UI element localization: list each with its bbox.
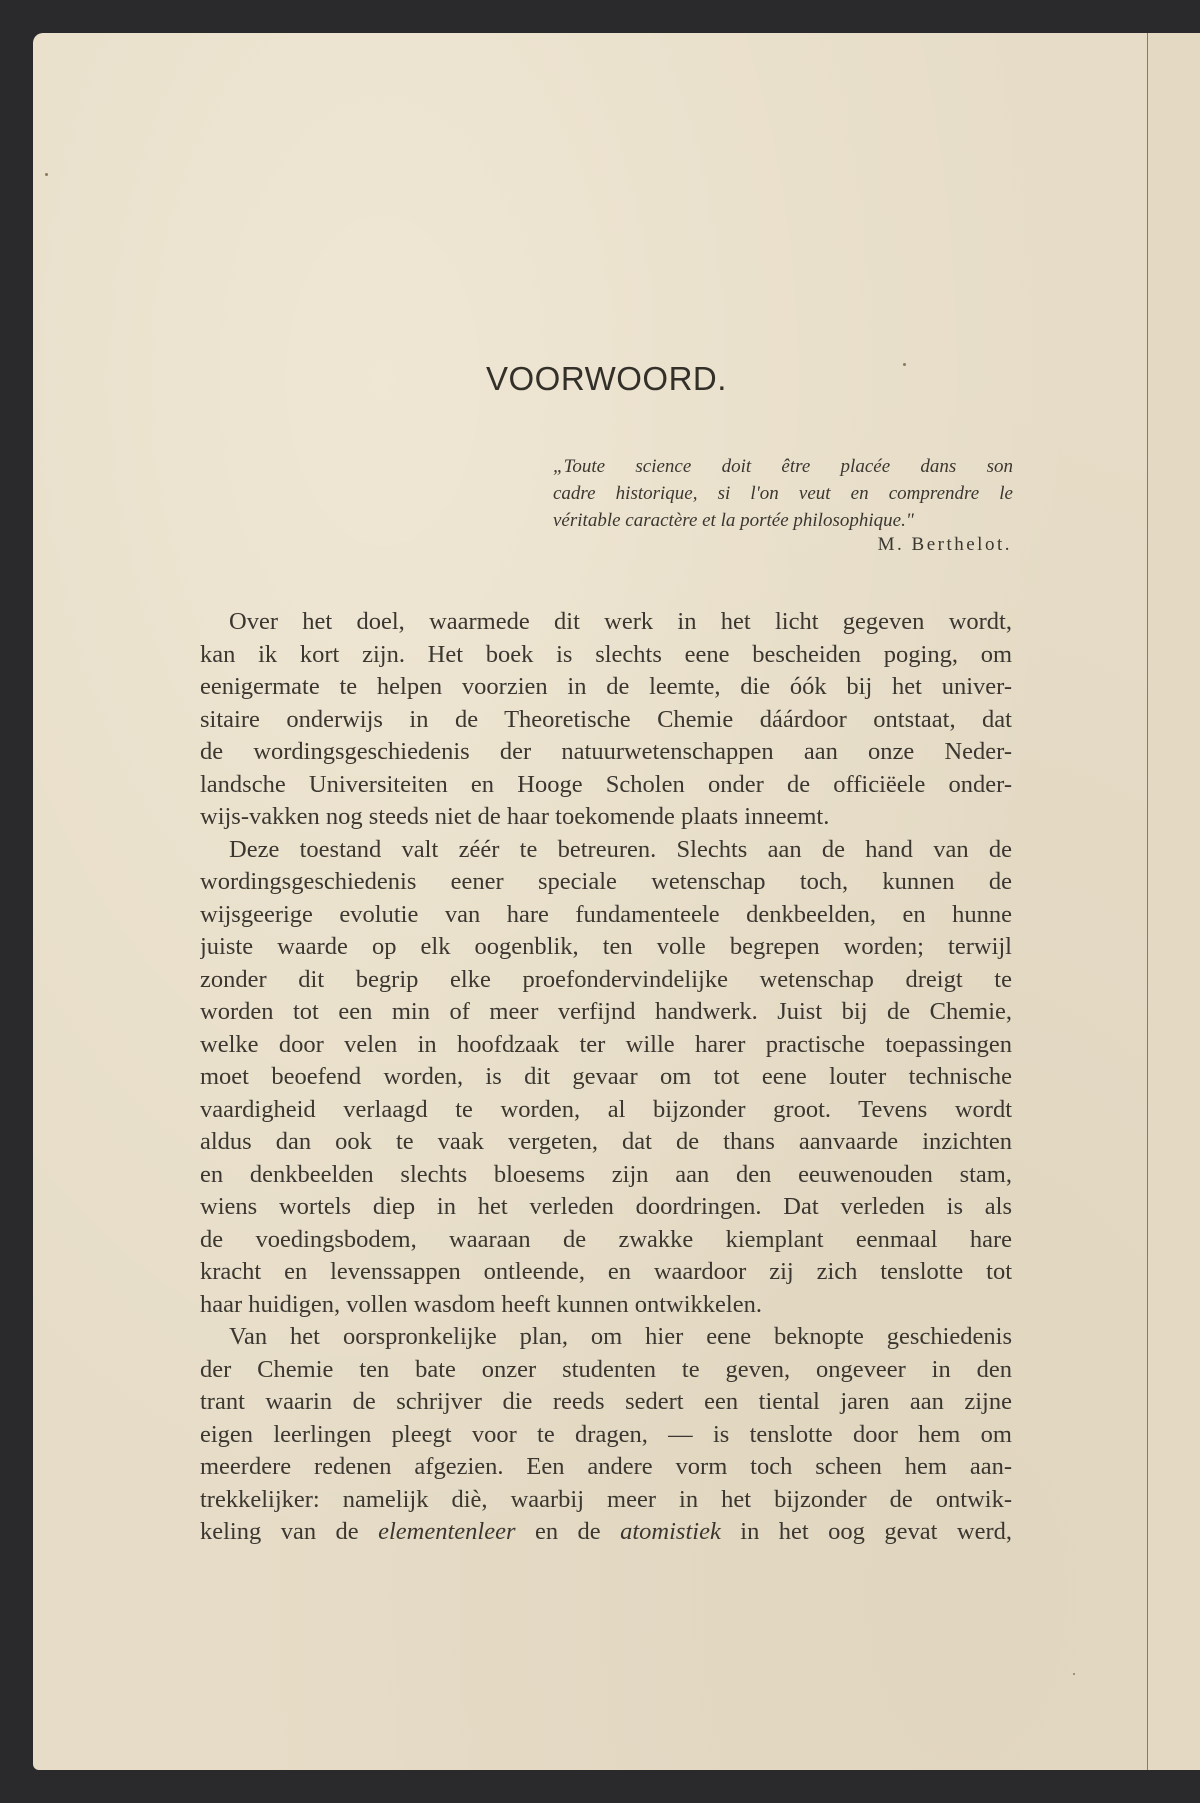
text-line: haar huidigen, vollen wasdom heeft kunnen ontwikkelen.	[200, 1290, 762, 1318]
text-line: sitaire onderwijs in de Theoretische Chemie dáárdoor ontstaat, dat	[200, 705, 1012, 733]
text-line: Van het oorspronkelijke plan, om hier eene beknopte geschiedenis	[229, 1323, 1012, 1350]
text-line: worden tot een min of meer verfijnd handwerk. Juist bij de Chemie,	[200, 998, 1012, 1025]
text-line: wijs-vakken nog steeds niet de haar toekomende plaats inneemt.	[200, 803, 830, 830]
text-fragment: keling van de	[200, 1518, 379, 1545]
text-line: eenigermate te helpen voorzien in de leemte, die óók bij het univer-	[200, 673, 1012, 700]
emphasis-atomistiek: atomistiek	[620, 1518, 721, 1545]
text-line: der Chemie ten bate onzer studenten te geven, ongeveer in den	[200, 1355, 1012, 1383]
page-title: VOORWOORD.	[486, 360, 727, 397]
epigraph-quote	[553, 453, 1013, 534]
text-line: wiens wortels diep in het verleden doordringen. Dat verleden is als	[200, 1193, 1012, 1220]
text-line: de wordingsgeschiedenis der natuurwetenschappen aan onze Neder-	[200, 738, 1012, 765]
text-line: aldus dan ook te vaak vergeten, dat de thans aanvaarde inzichten	[200, 1128, 1012, 1155]
text-line: zonder dit begrip elke proefondervindelijke wetenschap dreigt te	[200, 965, 1012, 993]
body-text	[200, 606, 1012, 1549]
emphasis-elementenleer: elementenleer	[378, 1518, 516, 1545]
epigraph-line: véritable caractère et la portée philosophique."	[553, 510, 914, 531]
text-line: meerdere redenen afgezien. Een andere vorm toch scheen hem aan-	[200, 1453, 1012, 1480]
paper-speck	[903, 363, 906, 366]
paragraph	[200, 834, 1012, 1322]
text-line: vaardigheid verlaagd te worden, al bijzonder groot. Tevens wordt	[200, 1095, 1012, 1123]
text-line: wijsgeerige evolutie van hare fundamenteele denkbeelden, en hunne	[200, 900, 1012, 928]
paragraph	[200, 1321, 1012, 1549]
text-line: trekkelijker: namelijk diè, waarbij meer in het bijzonder de ontwik-	[200, 1485, 1012, 1513]
text-line: Deze toestand valt zéér te betreuren. Slechts aan de hand van de	[229, 835, 1012, 863]
text-line: trant waarin de schrijver die reeds sedert een tiental jaren aan zijne	[200, 1388, 1012, 1415]
text-line: Over het doel, waarmede dit werk in het licht gegeven wordt,	[229, 608, 1012, 635]
paper-speck	[45, 173, 48, 176]
text-line: kan ik kort zijn. Het boek is slechts eene bescheiden poging, om	[200, 640, 1012, 668]
text-line: juiste waarde op elk oogenblik, ten volle begrepen worden; terwijl	[200, 933, 1012, 960]
epigraph-line: cadre historique, si l'on veut en comprendre le	[553, 483, 1013, 504]
text-line: wordingsgeschiedenis eener speciale wetenschap toch, kunnen de	[200, 868, 1012, 895]
text-line-with-emphasis	[200, 1516, 1012, 1549]
text-line: kracht en levenssappen ontleende, en waardoor zij zich tenslotte tot	[200, 1258, 1012, 1285]
text-line: landsche Universiteiten en Hooge Scholen onder de officiëele onder-	[200, 770, 1012, 798]
epigraph-line: „Toute science doit être placée dans son	[553, 456, 1013, 477]
text-fragment: en de	[515, 1518, 621, 1545]
text-fragment: in het oog gevat werd,	[720, 1518, 1012, 1545]
text-line: en denkbeelden slechts bloesems zijn aan den eeuwenouden stam,	[200, 1160, 1012, 1188]
text-line: welke door velen in hoofdzaak ter wille harer practische toepassingen	[200, 1030, 1012, 1058]
adjacent-page-edge	[1147, 33, 1200, 1770]
text-line: moet beoefend worden, is dit gevaar om tot eene louter technische	[200, 1063, 1012, 1090]
text-line: de voedingsbodem, waaraan de zwakke kiemplant eenmaal hare	[200, 1225, 1012, 1253]
text-line: eigen leerlingen pleegt voor te dragen, — is tenslotte door hem om	[200, 1420, 1012, 1448]
epigraph-attribution: M. Berthelot.	[877, 534, 1012, 555]
paper-speck	[1073, 1673, 1075, 1675]
paragraph	[200, 606, 1012, 834]
